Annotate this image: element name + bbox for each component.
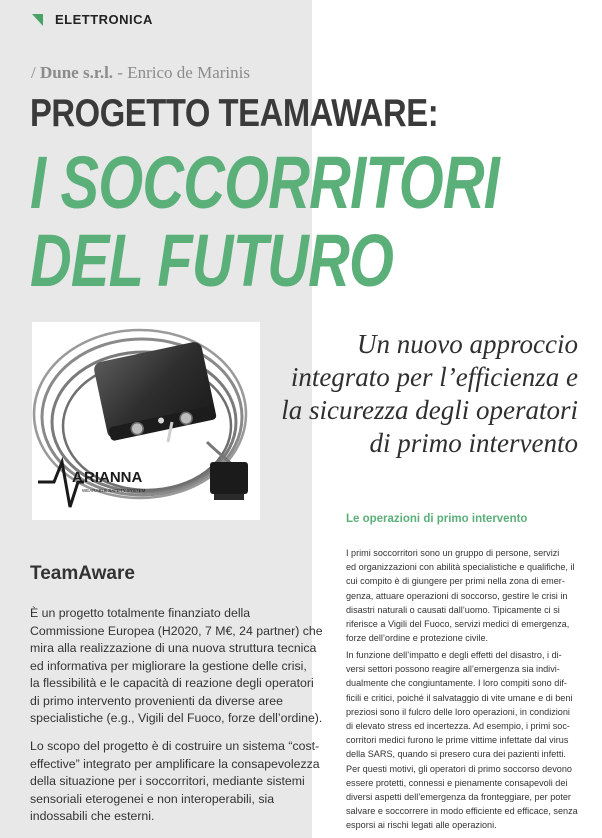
subtitle-line: la sicurezza degli operatori bbox=[281, 395, 578, 425]
subtitle bbox=[248, 328, 578, 460]
text-line: di elevato stress ed incertezza. Ad esempio, i primi soc- bbox=[346, 721, 570, 732]
text-line: dualmente che congiuntamente. I loro compiti sono dif- bbox=[346, 678, 567, 689]
sidebar-heading: TeamAware bbox=[30, 563, 135, 584]
headline-line-2: DEL FUTURO bbox=[30, 219, 394, 302]
subtitle-line: integrato per l’efficienza e bbox=[290, 362, 578, 392]
text-line: ed organizzazioni con abilità specialistiche e qualifiche, il bbox=[346, 562, 575, 573]
text-line: diversi aspetti dell’emergenza da fronteggiare, per poter bbox=[346, 792, 571, 803]
text-line: cui compito è di giungere per primi nella zona di emer- bbox=[346, 576, 565, 587]
section-label: ELETTRONICA bbox=[55, 12, 153, 27]
subtitle-line: Un nuovo approccio bbox=[357, 329, 578, 359]
text-line: salvare e soccorrere in modo efficiente ed efficace, senza bbox=[346, 806, 578, 817]
text-line: In funzione dell’impatto e degli effetti del disastro, i di- bbox=[346, 650, 562, 660]
subtitle-line: di primo intervento bbox=[369, 428, 578, 458]
text-line: di primo intervento provenienti da diverse aree bbox=[30, 693, 283, 708]
text-line: corritori medici furono le prime vittime infettate dal virus bbox=[346, 735, 569, 746]
text-line: versi settori possono reagire all’emergenza sia indivi- bbox=[346, 664, 560, 675]
byline-author: Enrico de Marinis bbox=[127, 63, 250, 82]
logo-text: RIANNA bbox=[84, 469, 143, 486]
text-line: della situazione per i soccorritori, mediante sistemi bbox=[30, 774, 305, 788]
text-line: ficili e critici, poiché il salvataggio di vite umane e di beni bbox=[346, 692, 573, 703]
text-line: sensoriali eterogenei e non interoperabili, sia bbox=[30, 791, 275, 806]
text-line: la flessibilità e le capacità di reazione degli operatori bbox=[30, 676, 314, 690]
byline-company: Dune s.r.l. bbox=[39, 63, 114, 82]
text-line: disastri naturali o causati dall’uomo. Tipicamente ci si bbox=[346, 604, 560, 615]
text-line: preziosi sono il fulcro delle loro operazioni, in condizioni bbox=[346, 706, 570, 717]
device-photo bbox=[32, 322, 260, 520]
article-heading: Le operazioni di primo intervento bbox=[346, 513, 528, 525]
byline: / Dune s.r.l. - Enrico de Marinis bbox=[31, 63, 250, 82]
text-line: I primi soccorritori sono un gruppo di persone, servizi bbox=[346, 548, 560, 558]
sidebar-paragraph-1 bbox=[30, 605, 323, 728]
text-line: esporsi ai rischi legati alle operazioni. bbox=[346, 820, 497, 831]
text-line: riferisce a Vigili del Fuoco, servizi medici di emergenza, bbox=[346, 619, 570, 630]
text-line: Per questi motivi, gli operatori di primo soccorso devono bbox=[346, 763, 572, 774]
text-line: effective” integrato per amplificare la consapevolezza bbox=[30, 756, 320, 771]
text-line: È un progetto totalmente finanziato della bbox=[30, 606, 251, 620]
text-line: mira alla realizzazione di una nuova struttura tecnica bbox=[30, 641, 317, 655]
text-line: ed informativa per migliorare la gestione delle crisi, bbox=[30, 658, 307, 673]
text-line: genza, attuare operazioni di soccorso, gestire le crisi in bbox=[346, 590, 568, 601]
text-line: forze dell’ordine e protezione civile. bbox=[346, 633, 489, 644]
title-kicker: PROGETTO TEAMAWARE: bbox=[30, 92, 439, 135]
article-paragraph-2 bbox=[346, 648, 580, 833]
text-line: indossabili che esterni. bbox=[30, 809, 155, 823]
text-line: Lo scopo del progetto è di costruire un sistema “cost- bbox=[30, 739, 320, 753]
text-line: specialistiche (e.g., Vigili del Fuoco, forze dell’ordine). bbox=[30, 711, 323, 725]
text-line: Commissione Europea (H2020, 7 M€, 24 partner) che bbox=[30, 623, 323, 638]
logo-tagline: WEARABLE SAFETY SYSTEM bbox=[82, 488, 146, 493]
headline-line-1: I SOCCORRITORI bbox=[30, 141, 500, 224]
text-line: della SARS, quando si presero cura dei pazienti infetti. bbox=[346, 749, 566, 760]
sidebar-paragraph-2 bbox=[30, 738, 320, 826]
logo-letter: A bbox=[72, 469, 83, 486]
text-line: essere protetti, connessi e pienamente consapevoli dei bbox=[346, 777, 568, 788]
article-paragraph-1 bbox=[346, 546, 580, 645]
device-illustration bbox=[32, 322, 260, 520]
